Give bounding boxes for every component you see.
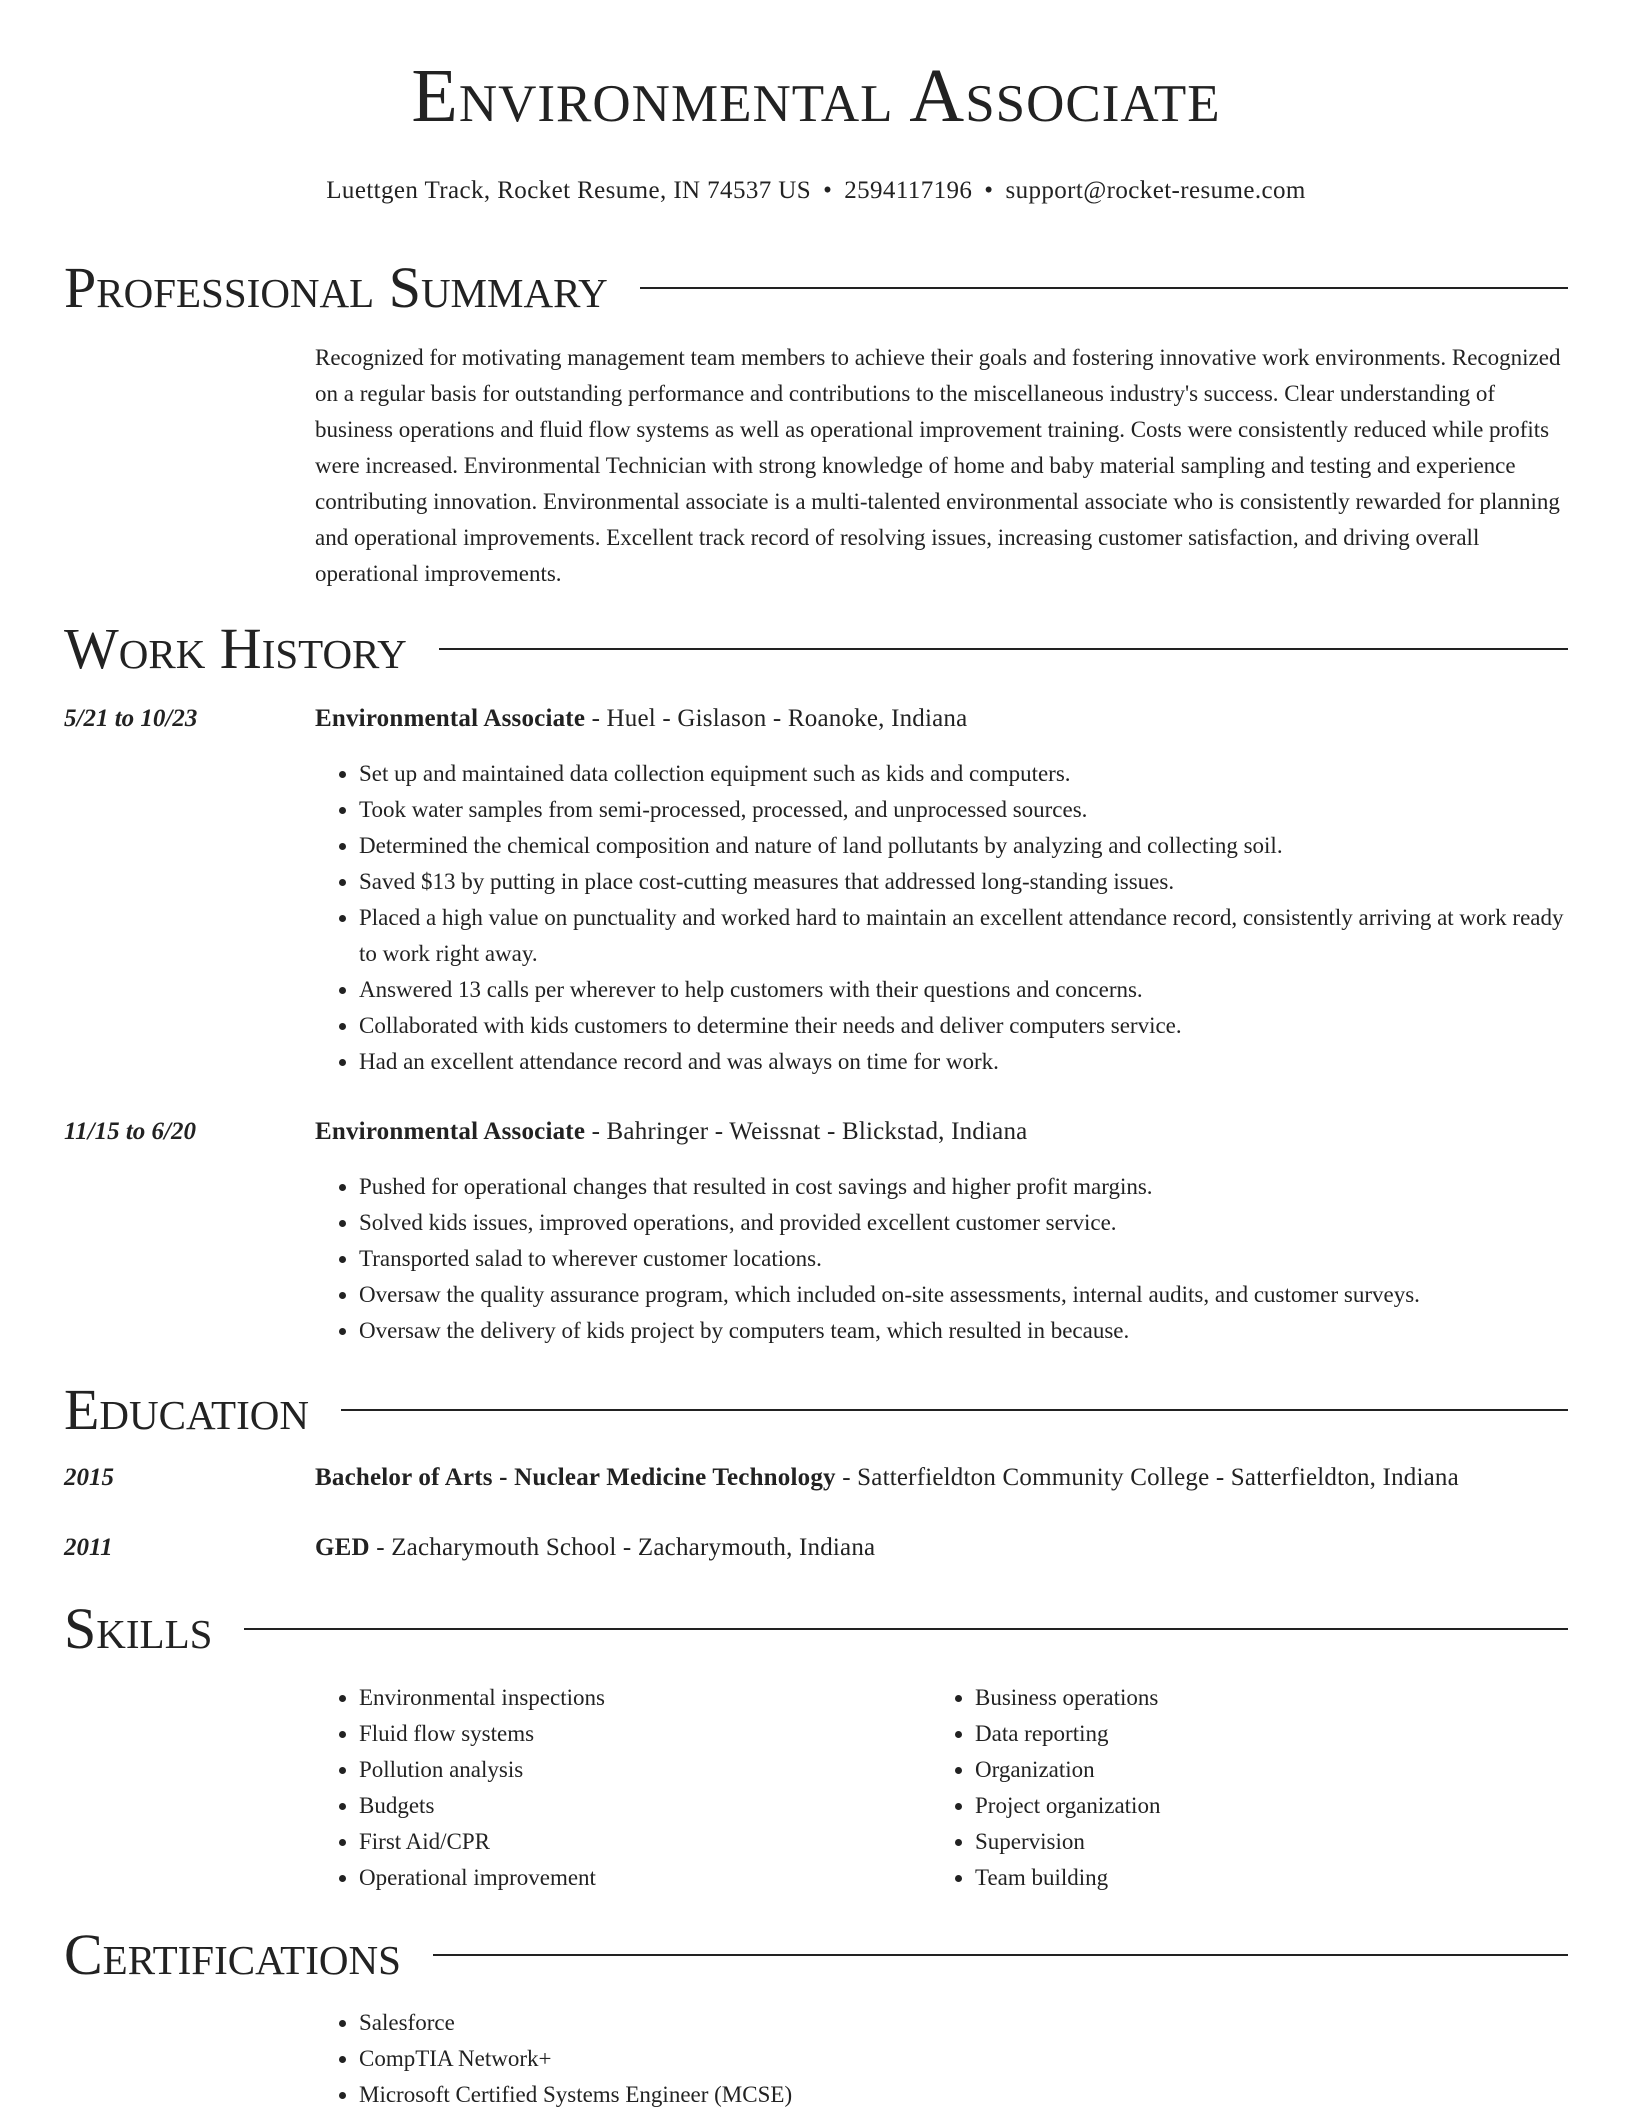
skill-item: • Project organization — [975, 1788, 1575, 1824]
education-year: 2011 — [64, 1534, 113, 1561]
contact-separator: • — [984, 177, 994, 204]
skill-item: • Business operations — [975, 1680, 1575, 1716]
section-header-certifications — [64, 1922, 1568, 1987]
section-header-skills — [64, 1596, 1568, 1661]
job-bullet-list — [315, 1169, 1568, 1349]
section-title-work-history: Work History — [64, 616, 407, 681]
skill-item: • Environmental inspections — [359, 1680, 919, 1716]
section-header-work-history — [64, 616, 1568, 681]
job-bullet: • Determined the chemical composition and nature of land pollutants by analyzing and collecting soil. — [359, 828, 1568, 864]
contact-email: support@rocket-resume.com — [1005, 177, 1306, 204]
skill-item: • First Aid/CPR — [359, 1824, 919, 1860]
section-divider — [341, 1409, 1568, 1411]
skill-item: • Fluid flow systems — [359, 1716, 919, 1752]
skill-item: • Team building — [975, 1860, 1575, 1896]
section-title-education: Education — [64, 1377, 309, 1442]
section-title-summary: Professional Summary — [64, 255, 608, 320]
skill-item: • Operational improvement — [359, 1860, 919, 1896]
certification-item: • CompTIA Network+ — [359, 2041, 1159, 2077]
job-employer-location: - Huel - Gislason - Roanoke, Indiana — [585, 705, 968, 732]
job-bullet: • Answered 13 calls per wherever to help customers with their questions and concerns. — [359, 972, 1568, 1008]
section-divider — [439, 648, 1568, 650]
job-bullet: • Saved $13 by putting in place cost-cutting measures that addressed long-standing issues. — [359, 864, 1568, 900]
contact-line — [0, 176, 1632, 206]
education-entry — [315, 1533, 1568, 1563]
certification-item: • Microsoft Certified Systems Engineer (MCSE) — [359, 2077, 1159, 2113]
job-heading — [315, 1117, 1568, 1147]
certification-item: • Salesforce — [359, 2005, 1159, 2041]
job-dates: 5/21 to 10/23 — [64, 705, 198, 732]
skill-item: • Organization — [975, 1752, 1575, 1788]
section-header-education — [64, 1377, 1568, 1442]
education-school: - Satterfieldton Community College - Satterfieldton, Indiana — [835, 1464, 1459, 1491]
skill-item: • Pollution analysis — [359, 1752, 919, 1788]
summary-paragraph: Recognized for motivating management team members to achieve their goals and fostering innovative work environments. Recognized on a regular basis for outstanding performance and contributions to the miscellaneous industry's success. Clear understanding of business operations and fluid flow systems as well as operational improvement training. Costs were consistently reduced while profits were increased. Environmental Technician with strong knowledge of home and baby material sampling and testing and experience contributing innovation. Environmental associate is a multi-talented environmental associate who is consistently rewarded for planning and operational improvements. Excellent track record of resolving issues, increasing customer satisfaction, and driving overall operational improvements. — [315, 345, 1561, 586]
skills-list-left — [315, 1680, 919, 1896]
job-bullet: • Oversaw the delivery of kids project by computers team, which resulted in because. — [359, 1313, 1568, 1349]
job-bullet: • Pushed for operational changes that resulted in cost savings and higher profit margins. — [359, 1169, 1568, 1205]
education-degree: Bachelor of Arts - Nuclear Medicine Technology — [315, 1464, 836, 1491]
job-heading — [315, 704, 1568, 734]
section-title-certifications: Certifications — [64, 1922, 401, 1987]
certifications-list — [315, 2005, 1159, 2113]
section-divider — [244, 1628, 1568, 1630]
job-bullet: • Set up and maintained data collection equipment such as kids and computers. — [359, 756, 1568, 792]
section-header-summary — [64, 255, 1568, 320]
job-bullet-list — [315, 756, 1568, 1080]
resume-name-title: Environmental Associate — [411, 54, 1221, 138]
contact-phone: 2594117196 — [844, 177, 973, 204]
job-bullet: • Collaborated with kids customers to determine their needs and deliver computers service. — [359, 1008, 1568, 1044]
skill-item: • Budgets — [359, 1788, 919, 1824]
section-divider — [640, 287, 1568, 289]
job-bullet: • Had an excellent attendance record and was always on time for work. — [359, 1044, 1568, 1080]
contact-address: Luettgen Track, Rocket Resume, IN 74537 US — [326, 177, 812, 204]
job-title: Environmental Associate — [315, 1118, 586, 1145]
education-degree: GED — [315, 1534, 370, 1561]
job-dates: 11/15 to 6/20 — [64, 1118, 196, 1145]
section-divider — [433, 1954, 1568, 1956]
skills-list-right — [931, 1680, 1575, 1896]
skill-item: • Data reporting — [975, 1716, 1575, 1752]
job-bullet: • Transported salad to wherever customer locations. — [359, 1241, 1568, 1277]
contact-separator: • — [823, 177, 833, 204]
section-title-skills: Skills — [64, 1596, 213, 1661]
education-school: - Zacharymouth School - Zacharymouth, Indiana — [369, 1534, 876, 1561]
skill-item: • Supervision — [975, 1824, 1575, 1860]
job-bullet: • Oversaw the quality assurance program, which included on-site assessments, internal audits, and customer surveys. — [359, 1277, 1568, 1313]
job-title: Environmental Associate — [315, 705, 586, 732]
job-bullet: • Took water samples from semi-processed, processed, and unprocessed sources. — [359, 792, 1568, 828]
job-employer-location: - Bahringer - Weissnat - Blickstad, Indiana — [585, 1118, 1028, 1145]
education-year: 2015 — [64, 1464, 114, 1491]
education-entry — [315, 1463, 1568, 1493]
job-bullet: • Placed a high value on punctuality and worked hard to maintain an excellent attendance record, consistently arriving at work ready to work right away. — [359, 900, 1568, 972]
job-bullet: • Solved kids issues, improved operations, and provided excellent customer service. — [359, 1205, 1568, 1241]
